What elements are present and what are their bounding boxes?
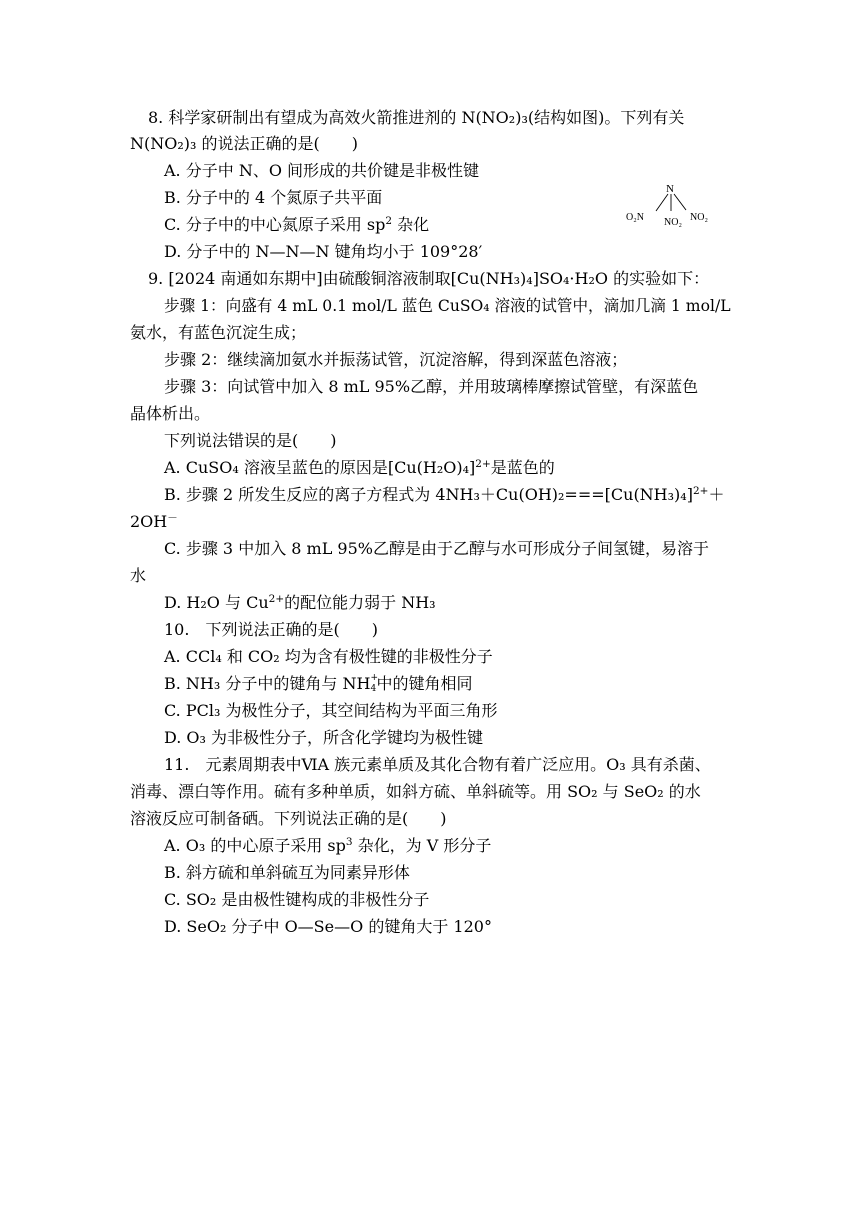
q8-stem-line2: N(NO₂)₃ 的说法正确的是( ) <box>130 134 359 153</box>
q11-option-b: B. 斜方硫和单斜硫互为同素异形体 <box>164 863 410 882</box>
q11-option-a: A. O₃ 的中心原子采用 $sp^3$ 杂化，为 V 形分子 <box>164 836 492 855</box>
q8-stem-line1: 8. 科学家研制出有望成为高效火箭推进剂的 N(NO₂)₃(结构如图)。下列有关 <box>148 108 685 127</box>
q11-stem-line2: 消毒、漂白等作用。硫有多种单质，如斜方硫、单斜硫等。用 SO₂ 与 SeO₂ 的水 <box>130 782 701 801</box>
q9-step1-line1: 步骤 1：向盛有 4 mL 0.1 mol/L 蓝色 CuSO₄ 溶液的试管中，滴加几滴 1 mol/L <box>164 296 731 315</box>
q9-step1-line2: 氨水，有蓝色沉淀生成； <box>130 323 307 342</box>
q11-option-d: D. SeO₂ 分子中 O—Se—O 的键角大于 120° <box>164 917 492 936</box>
q8-option-c: C. 分子中的中心氮原子采用 $sp^2$ 杂化 <box>164 215 430 234</box>
q9-option-c-line1: C. 步骤 3 中加入 8 mL 95%乙醇是由于乙醇与水可形成分子间氢键，易溶于 <box>164 539 709 558</box>
q10-option-b: B. NH₃ 分子中的键角与 NH + 4 中的键角相同 <box>164 673 473 694</box>
q9-step2: 步骤 2：继续滴加氨水并振荡试管，沉淀溶解，得到深蓝色溶液； <box>164 350 628 369</box>
molecule-structure-diagram <box>620 180 730 232</box>
q10-option-c: C. PCl₃ 为极性分子，其空间结构为平面三角形 <box>164 701 498 720</box>
q11-option-c: C. SO₂ 是由极性键构成的非极性分子 <box>164 890 430 909</box>
molecule-no2-right: NO₂ <box>690 212 708 223</box>
q11-stem-line1: 11. 元素周期表中ⅥA 族元素单质及其化合物有着广泛应用。O₃ 具有杀菌、 <box>164 755 711 774</box>
q10-option-a: A. CCl₄ 和 CO₂ 均为含有极性键的非极性分子 <box>164 647 493 666</box>
q9-question: 下列说法错误的是( ) <box>164 431 337 450</box>
molecule-center-n: N <box>666 183 674 195</box>
q9-option-c-line2: 水 <box>130 566 147 585</box>
q9-option-b-line1: B. 步骤 2 所发生反应的离子方程式为 $4NH_3+Cu(OH)_2===[Cu(NH_3)_4]^{2+}+$ <box>164 485 725 504</box>
bond-right <box>674 194 686 210</box>
q9-step3-line2: 晶体析出。 <box>130 404 211 423</box>
bond-left <box>656 194 668 211</box>
q9-option-b-line2: 2OH－ <box>130 512 178 531</box>
q9-stem: 9. [2024 南通如东期中]由硫酸铜溶液制取[Cu(NH₃)₄]SO₄·H₂O 的实验如下： <box>148 269 710 288</box>
molecule-no2-middle: NO₂ <box>664 217 682 228</box>
q8-option-d: D. 分子中的 N—N—N 键角均小于 109°28′ <box>164 242 483 261</box>
molecule-o2n-left: O₂N <box>626 212 644 223</box>
q8-option-b: B. 分子中的 4 个氮原子共平面 <box>164 188 383 207</box>
q9-step3-line1: 步骤 3：向试管中加入 8 mL 95%乙醇，并用玻璃棒摩擦试管壁，有深蓝色 <box>164 377 699 396</box>
q11-stem-line3: 溶液反应可制备硒。下列说法正确的是( ) <box>130 809 447 828</box>
ammonium-charge-stack: + 4 <box>370 673 378 694</box>
q8-option-a: A. 分子中 N、O 间形成的共价键是非极性键 <box>164 161 480 180</box>
q9-option-a: A. CuSO₄ 溶液呈蓝色的原因是$[Cu(H_2O)_4]^{2+}$是蓝色的 <box>164 458 555 477</box>
q10-stem: 10. 下列说法正确的是( ) <box>164 620 378 639</box>
q9-option-d: D. H₂O 与 $Cu^{2+}$的配位能力弱于 NH₃ <box>164 593 436 612</box>
q10-option-d: D. O₃ 为非极性分子，所含化学键均为极性键 <box>164 728 484 747</box>
